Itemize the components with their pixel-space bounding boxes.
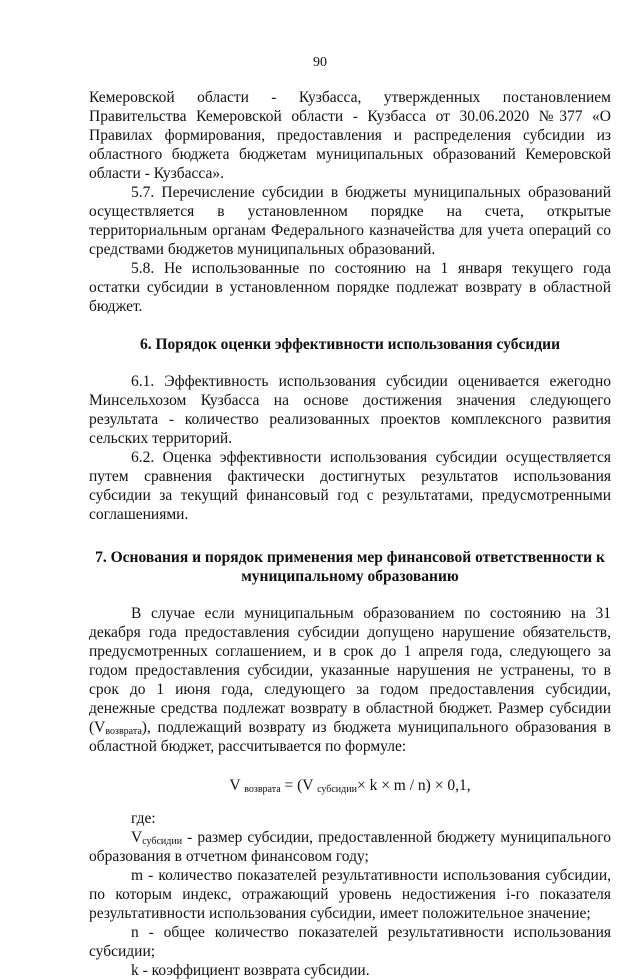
section-6-title: 6. Порядок оценки эффективности использования субсидии — [139, 336, 561, 353]
where-label: где: — [131, 810, 156, 827]
paragraph-continuation: Кемеровской области - Кузбасса, утвержденных постановлением Правительства Кемеровской области - Кузбасса от 30.06.2020 №377 «О Правилах формирования, предоставления и распределения субсидии из областного бюджета бюджетам муниципальных образований Кемеровской области - Кузбасса». — [89, 89, 611, 182]
var-n: n - общее количество показателей результативности использования субсидии; — [89, 924, 611, 960]
paragraph-5-8: 5.8. Не использованные по состоянию на 1 января текущего года остатки субсидии в установленном порядке подлежат возврату в областной бюджет. — [89, 260, 611, 315]
paragraph-7-1 — [89, 604, 611, 756]
var-m: m - количество показателей результативности использования субсидии, по которым индекс, отражающий уровень недостижения i-го показателя результативности использования субсидии, имеет положительное значение; — [89, 867, 611, 922]
formula-rest: × k × m / n) × 0,1, — [356, 777, 471, 794]
paragraph-7-1-main: В случае если муниципальным образованием по состоянию на 31 декабря года предоставления субсидии допущено нарушение обязательств, предусмотренных соглашением, и в срок до 1 апреля года, следующего за годом предоставления субсидии, указанные нарушения не устранены, то в срок до 1 июня года, следующего за годом предоставления субсидии, денежные средства подлежат возврату в областной бюджет. Размер субсидии (V — [89, 605, 611, 736]
page-number: 90 — [313, 55, 327, 70]
formula-eq-open: = (V — [280, 777, 314, 794]
paragraph-7-1-tail: ), подлежащий возврату из бюджета муниципального образования в областной бюджет, рассчитывается по формуле: — [89, 719, 611, 755]
v-return-subscript: возврата — [105, 726, 142, 737]
document-body — [89, 88, 611, 980]
section-7-title-line2: муниципальному образованию — [241, 568, 459, 585]
var-v-subsidy — [89, 828, 611, 866]
paragraph-6-2: 6.2. Оценка эффективности использования субсидии осуществляется путем сравнения фактически достигнутых результатов использования субсидии за текущий финансовый год с результатами, предусмотренными соглашениями. — [89, 449, 611, 523]
section-7-title — [89, 548, 611, 586]
paragraph-5-7: 5.7. Перечисление субсидии в бюджеты муниципальных образований осуществляется в установленном порядке на счета, открытые территориальным органам Федерального казначейства для учета операций со средствами бюджетов муниципальных образований. — [89, 184, 611, 258]
formula-v-sub: возврата — [244, 784, 281, 795]
paragraph-6-1: 6.1. Эффективность использования субсидии оценивается ежегодно Минсельхозом Кузбасса на основе достижения значения следующего результата - количество реализованных проектов комплексного развития сельских территорий. — [89, 373, 611, 447]
var-k: k - коэффициент возврата субсидии. — [131, 962, 370, 979]
section-7-title-line1: 7. Основания и порядок применения мер финансовой ответственности к — [95, 549, 605, 566]
formula-vs-sub: субсидии — [317, 784, 357, 795]
var-v-description: - размер субсидии, предоставленной бюджету муниципального образования в отчетном финансовом году; — [89, 829, 611, 865]
formula-v: V — [229, 777, 241, 794]
var-v-symbol: V — [131, 829, 143, 846]
return-formula — [89, 776, 611, 795]
var-v-subscript: субсидии — [142, 836, 183, 847]
